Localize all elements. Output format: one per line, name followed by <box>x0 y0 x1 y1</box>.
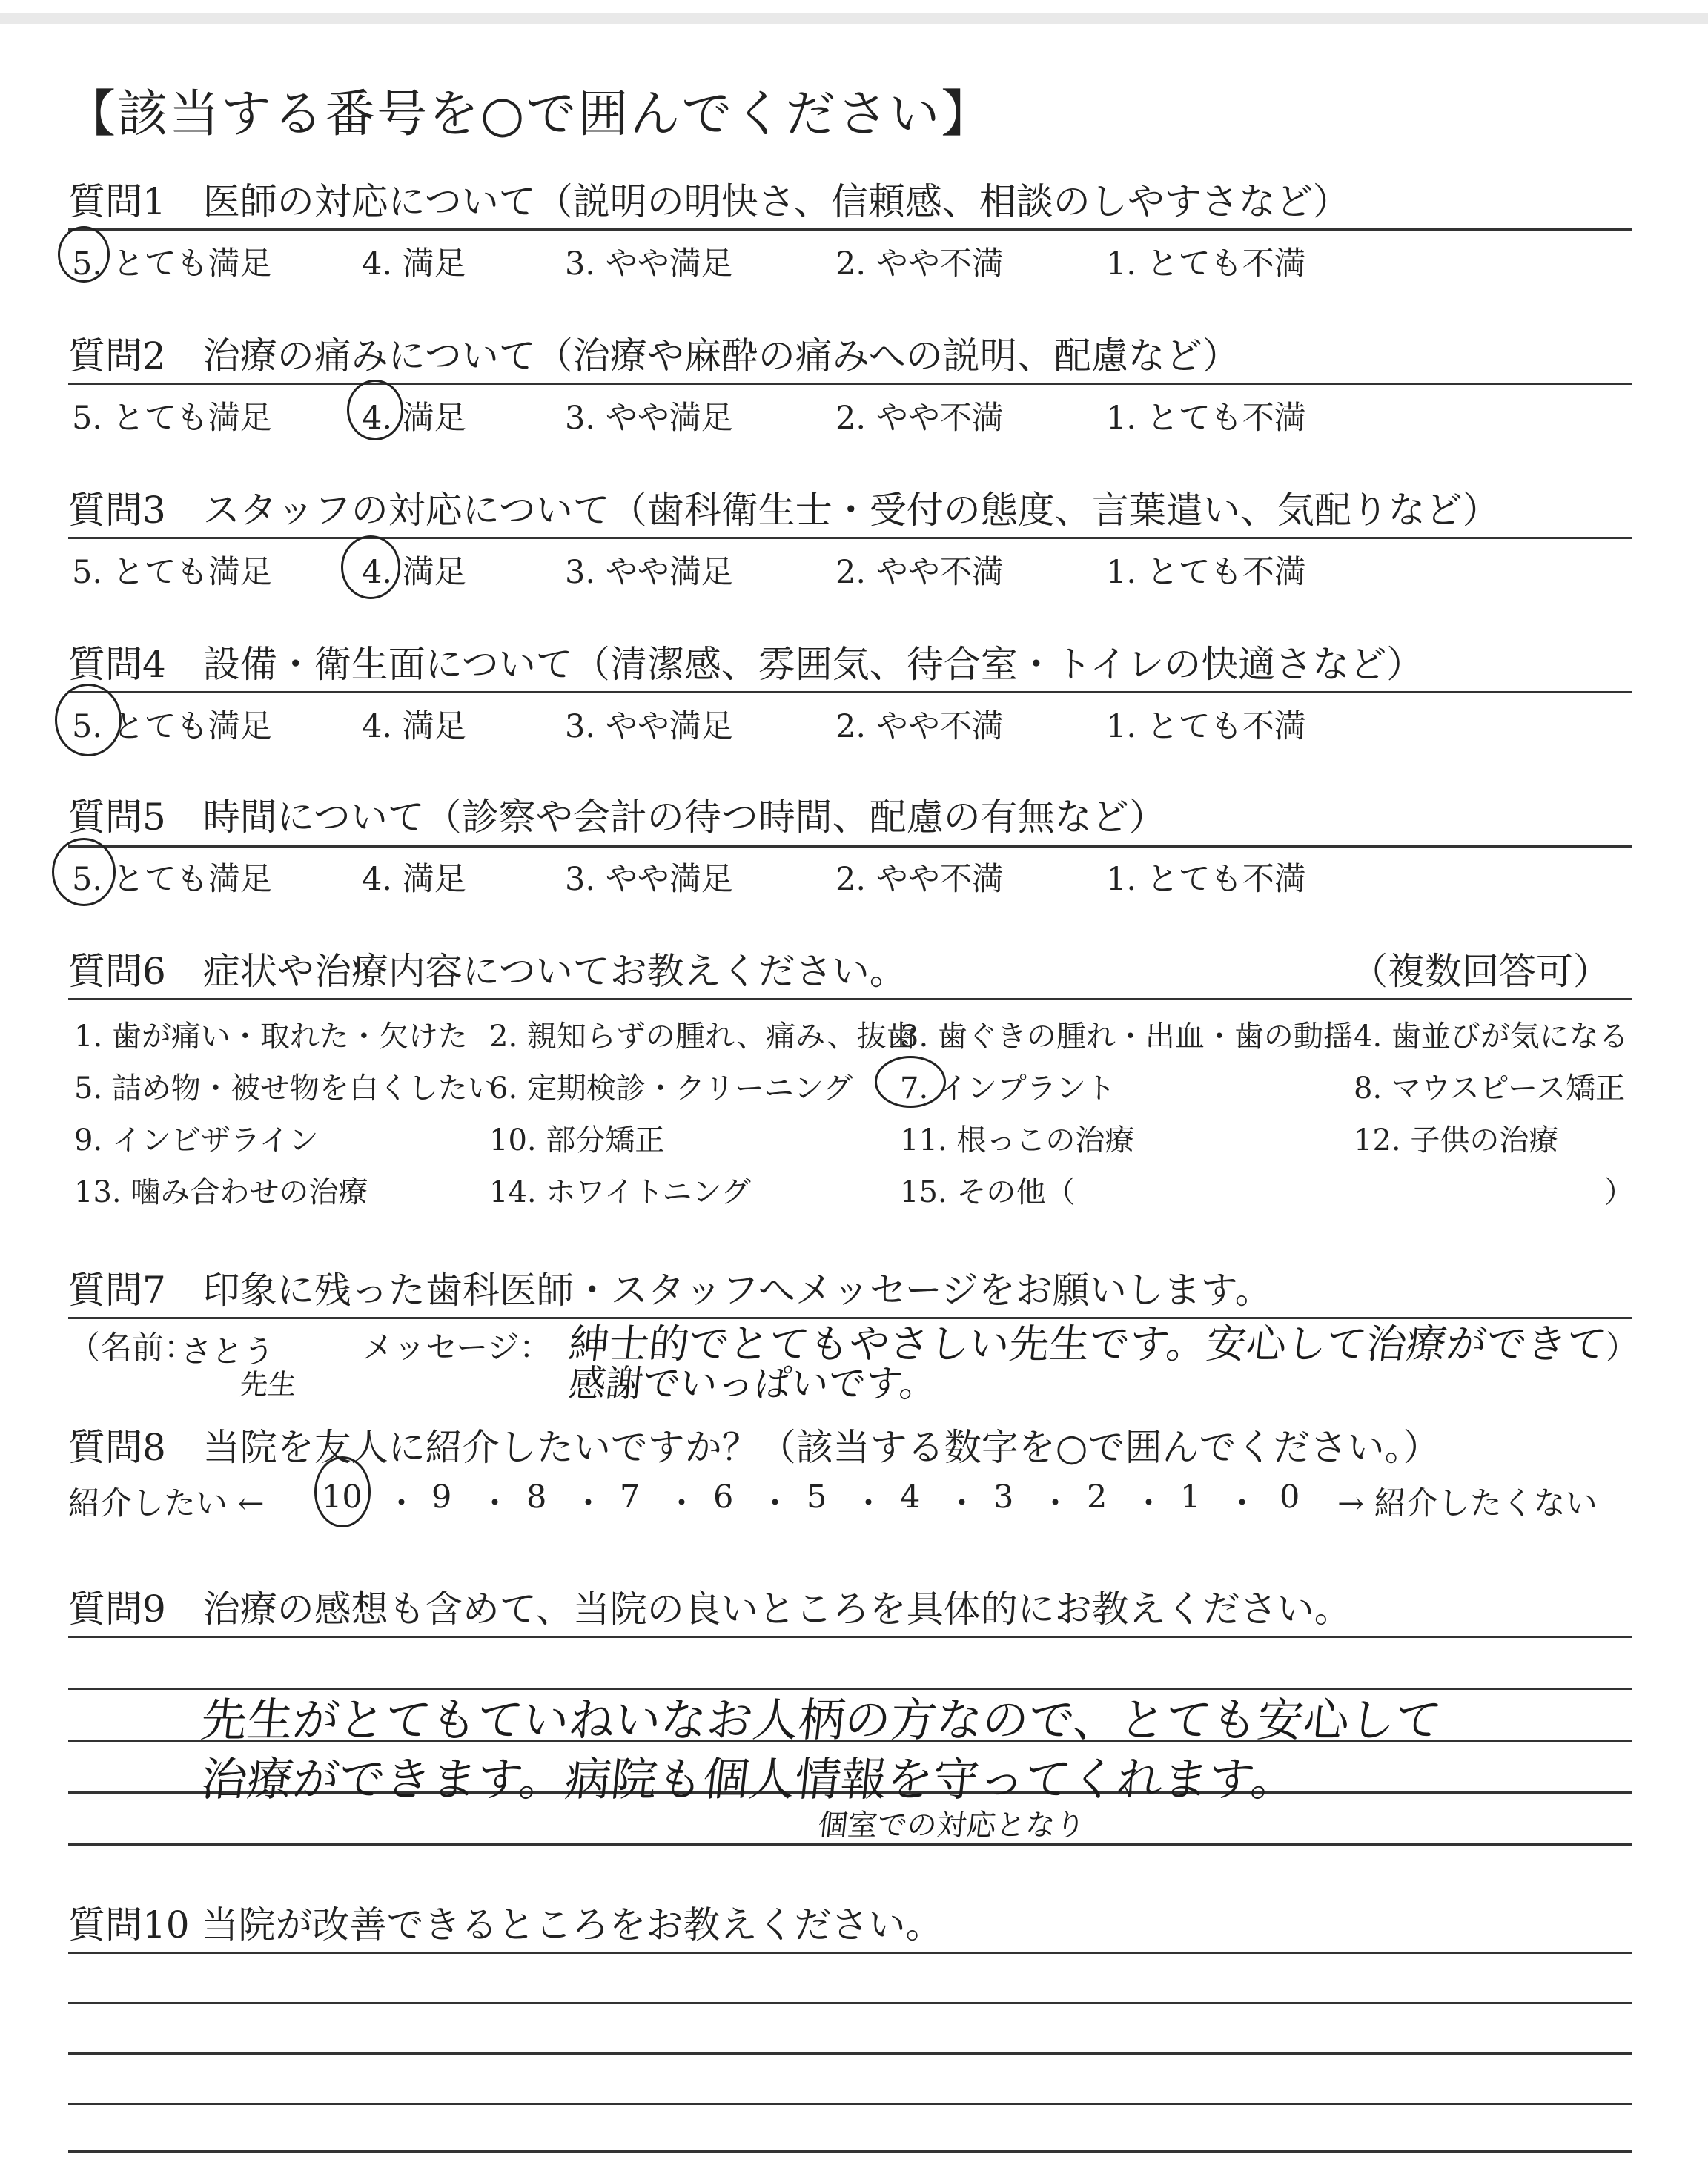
q2-option-2[interactable]: 2. やや不満 <box>835 400 1004 437</box>
q2-option-4[interactable]: 4. 満足 <box>362 400 466 437</box>
q5-option-2[interactable]: 2. やや不満 <box>835 861 1004 898</box>
q3-option-1[interactable]: 1. とても不満 <box>1106 554 1306 591</box>
q7-name-label: （名前： <box>68 1330 196 1367</box>
q8-scale-dot: ・ <box>385 1485 417 1522</box>
q8-scale-7[interactable]: 7 <box>620 1479 640 1516</box>
q8-scale-dot: ・ <box>853 1485 884 1522</box>
q8-selected-circle <box>314 1456 371 1527</box>
q10-line-1 <box>68 1952 1632 1954</box>
q6-option-6[interactable]: 6. 定期検診・クリーニング <box>489 1071 853 1106</box>
q6-option-11[interactable]: 11. 根っこの治療 <box>900 1123 1135 1157</box>
q10-line-4 <box>68 2103 1632 2105</box>
q1-option-1[interactable]: 1. とても不満 <box>1106 245 1306 283</box>
q6-option-1[interactable]: 1. 歯が痛い・取れた・欠けた <box>74 1020 468 1054</box>
q7-close-paren: ） <box>1606 1330 1638 1367</box>
q5-selected-circle <box>52 838 116 906</box>
q7-name-value-line2[interactable]: 先生 <box>238 1368 298 1401</box>
q5-option-3[interactable]: 3. やや満足 <box>565 861 733 898</box>
question-1-rule <box>68 228 1632 231</box>
question-1-label: 質問1 医師の対応について（説明の明快さ、信頼感、相談のしやすさなど） <box>68 180 1350 223</box>
q6-other-close: ） <box>1604 1175 1634 1209</box>
q8-scale-dot: ・ <box>1226 1485 1258 1522</box>
q4-option-1[interactable]: 1. とても不満 <box>1106 708 1306 745</box>
question-4-rule <box>68 691 1632 693</box>
q3-option-2[interactable]: 2. やや不満 <box>835 554 1004 591</box>
q8-scale-dot: ・ <box>479 1485 511 1522</box>
q6-option-12[interactable]: 12. 子供の治療 <box>1354 1123 1559 1157</box>
q8-scale-4[interactable]: 4 <box>900 1479 921 1516</box>
q8-scale-dot: ・ <box>666 1485 698 1522</box>
q9-answer-line1[interactable]: 先生がとてもていねいなお人柄の方なので、とても安心して <box>198 1693 1445 1747</box>
q6-option-15[interactable]: 15. その他（ <box>900 1175 1076 1209</box>
q7-message-line2[interactable]: 感謝でいっぱいです。 <box>566 1362 939 1405</box>
q9-answer-insert[interactable]: 個室での対応となり <box>816 1809 1088 1843</box>
q3-option-5[interactable]: 5. とても満足 <box>72 554 272 591</box>
q5-option-5[interactable]: 5. とても満足 <box>72 861 272 898</box>
question-6-note: （複数回答可） <box>1351 950 1610 993</box>
question-8-label: 質問8 当院を友人に紹介したいですか？（該当する数字を○で囲んでください。） <box>68 1426 1440 1469</box>
q8-scale-9[interactable]: 9 <box>431 1479 452 1516</box>
q1-option-3[interactable]: 3. やや満足 <box>565 245 733 283</box>
q8-scale-2[interactable]: 2 <box>1087 1479 1108 1516</box>
q7-message-line1[interactable]: 紳士的でとてもやさしい先生です。安心して治療ができて <box>566 1321 1609 1367</box>
q5-option-4[interactable]: 4. 満足 <box>362 861 466 898</box>
q8-scale-0[interactable]: 0 <box>1280 1479 1300 1516</box>
q4-option-4[interactable]: 4. 満足 <box>362 708 466 745</box>
question-5-rule <box>68 845 1632 848</box>
q6-option-10[interactable]: 10. 部分矯正 <box>489 1123 665 1157</box>
q6-option-8[interactable]: 8. マウスピース矯正 <box>1354 1071 1626 1106</box>
q1-option-2[interactable]: 2. やや不満 <box>835 245 1004 283</box>
q1-option-5[interactable]: 5. とても満足 <box>72 245 272 283</box>
q6-option-5[interactable]: 5. 詰め物・被せ物を白くしたい <box>74 1071 497 1106</box>
question-2-rule <box>68 383 1632 385</box>
q8-left-label: 紹介したい ← <box>68 1485 265 1522</box>
q2-option-5[interactable]: 5. とても満足 <box>72 400 272 437</box>
question-4-label: 質問4 設備・衛生面について（清潔感、雰囲気、待合室・トイレの快適さなど） <box>68 643 1424 686</box>
q8-scale-5[interactable]: 5 <box>807 1479 827 1516</box>
q10-line-3 <box>68 2052 1632 2055</box>
q8-scale-3[interactable]: 3 <box>993 1479 1014 1516</box>
question-7-label: 質問7 印象に残った歯科医師・スタッフへメッセージをお願いします。 <box>68 1269 1272 1312</box>
question-3-label: 質問3 スタッフの対応について（歯科衛生士・受付の態度、言葉遣い、気配りなど） <box>68 489 1500 532</box>
q8-scale-dot: ・ <box>572 1485 604 1522</box>
q8-scale-dot: ・ <box>759 1485 791 1522</box>
q8-scale-8[interactable]: 8 <box>526 1479 547 1516</box>
q1-selected-circle <box>58 226 110 283</box>
question-10-label: 質問10 当院が改善できるところをお教えください。 <box>68 1903 943 1946</box>
question-5-label: 質問5 時間について（診察や会計の待つ時間、配慮の有無など） <box>68 796 1166 839</box>
q4-selected-circle <box>55 684 122 756</box>
q3-option-4[interactable]: 4. 満足 <box>362 554 466 591</box>
q2-selected-circle <box>347 380 403 440</box>
q6-option-4[interactable]: 4. 歯並びが気になる <box>1354 1020 1629 1054</box>
q3-selected-circle <box>341 535 400 599</box>
q6-selected-circle <box>875 1056 946 1108</box>
q8-right-label: → 紹介したくない <box>1337 1485 1598 1522</box>
form-title: 【該当する番号を○で囲んでください】 <box>65 85 993 144</box>
page-top-edge <box>0 13 1708 24</box>
question-3-rule <box>68 537 1632 539</box>
q7-message-label: メッセージ： <box>362 1330 552 1367</box>
question-6-label: 質問6 症状や治療内容についてお教えください。 <box>68 950 907 993</box>
q7-name-value-line1[interactable]: さとう <box>179 1333 277 1370</box>
q8-scale-1[interactable]: 1 <box>1180 1479 1201 1516</box>
q2-option-3[interactable]: 3. やや満足 <box>565 400 733 437</box>
question-2-label: 質問2 治療の痛みについて（治療や麻酔の痛みへの説明、配慮など） <box>68 334 1239 377</box>
q6-option-7[interactable]: 7. インプラント <box>900 1071 1116 1106</box>
q4-option-2[interactable]: 2. やや不満 <box>835 708 1004 745</box>
q6-option-14[interactable]: 14. ホワイトニング <box>489 1175 751 1209</box>
q9-line-1 <box>68 1636 1632 1638</box>
q3-option-3[interactable]: 3. やや満足 <box>565 554 733 591</box>
q6-option-9[interactable]: 9. インビザライン <box>74 1123 319 1157</box>
question-6-rule <box>68 998 1632 1000</box>
q4-option-5[interactable]: 5. とても満足 <box>72 708 272 745</box>
question-9-label: 質問9 治療の感想も含めて、当院の良いところを具体的にお教えください。 <box>68 1588 1351 1631</box>
q6-option-2[interactable]: 2. 親知らずの腫れ、痛み、抜歯 <box>489 1020 916 1054</box>
q4-option-3[interactable]: 3. やや満足 <box>565 708 733 745</box>
q2-option-1[interactable]: 1. とても不満 <box>1106 400 1306 437</box>
q8-scale-dot: ・ <box>1133 1485 1165 1522</box>
q8-scale-6[interactable]: 6 <box>713 1479 734 1516</box>
q10-line-2 <box>68 2002 1632 2004</box>
q8-scale-dot: ・ <box>946 1485 978 1522</box>
q6-option-13[interactable]: 13. 噛み合わせの治療 <box>74 1175 368 1209</box>
q10-line-5 <box>68 2150 1632 2153</box>
q5-option-1[interactable]: 1. とても不満 <box>1106 861 1306 898</box>
q1-option-4[interactable]: 4. 満足 <box>362 245 466 283</box>
q6-option-3[interactable]: 3. 歯ぐきの腫れ・出血・歯の動揺 <box>900 1020 1353 1054</box>
q8-scale-10[interactable]: 10 <box>322 1479 363 1516</box>
q9-answer-line2[interactable]: 治療ができます。病院も個人情報を守ってくれます。 <box>198 1752 1300 1806</box>
q8-scale-dot: ・ <box>1039 1485 1071 1522</box>
